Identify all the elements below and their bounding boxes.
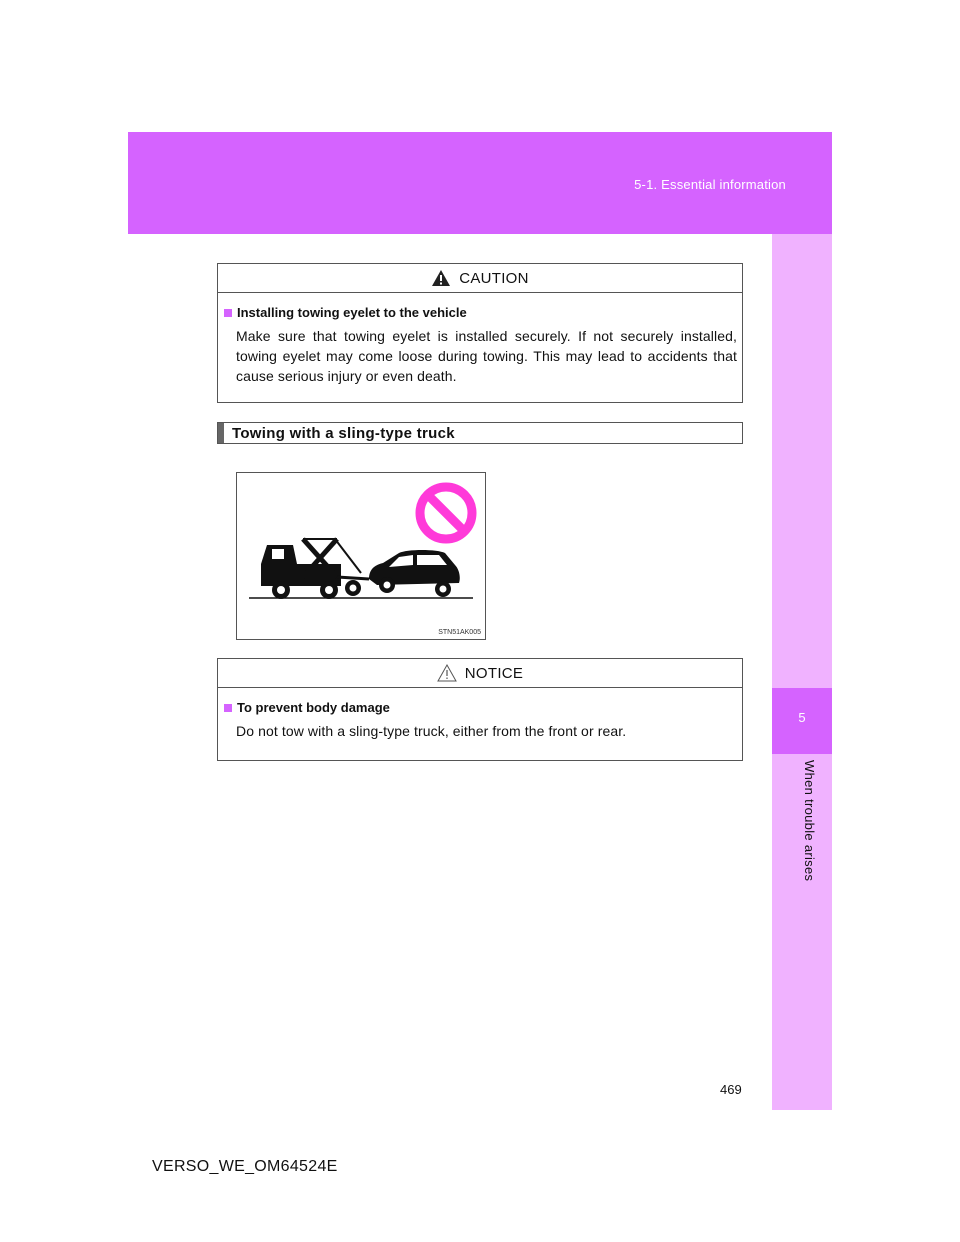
notice-item-title-text: To prevent body damage (237, 700, 390, 715)
bullet-square-icon (224, 309, 232, 317)
prohibition-icon (420, 487, 472, 539)
notice-triangle-icon (437, 664, 457, 682)
caution-item-title (224, 305, 737, 320)
chapter-number: 5 (798, 710, 806, 725)
warning-triangle-icon (431, 269, 451, 287)
section-reference: 5-1. Essential information (634, 177, 786, 192)
page-number: 469 (720, 1082, 742, 1097)
notice-header (218, 659, 742, 688)
caution-box (217, 263, 743, 403)
caution-header (218, 264, 742, 293)
caution-heading: CAUTION (459, 269, 529, 287)
notice-heading: NOTICE (464, 664, 524, 682)
tow-truck-icon (261, 539, 369, 599)
notice-item-text: Do not tow with a sling-type truck, either from the front or rear. (236, 723, 627, 739)
chapter-title: When trouble arises (802, 760, 817, 882)
caution-item-title-text: Installing towing eyelet to the vehicle (237, 305, 467, 320)
section-title: Towing with a sling-type truck (232, 424, 455, 442)
bullet-square-icon (224, 704, 232, 712)
figure-code: STN51AK005 (438, 629, 481, 636)
towing-illustration (236, 472, 486, 640)
car-icon (369, 550, 460, 597)
notice-box (217, 658, 743, 761)
notice-item-title (224, 700, 737, 715)
section-header (217, 422, 743, 444)
caution-item-text: Make sure that towing eyelet is installed securely. If not securely installed, towing eyelet may come loose during towing. This may lead to accidents that cause serious injury or even death. (236, 328, 737, 384)
document-code: VERSO_WE_OM64524E (152, 1158, 338, 1175)
sling-tow-truck-illustration (237, 473, 485, 639)
section-header-bar (218, 423, 224, 443)
chapter-side-tab (772, 234, 832, 1110)
